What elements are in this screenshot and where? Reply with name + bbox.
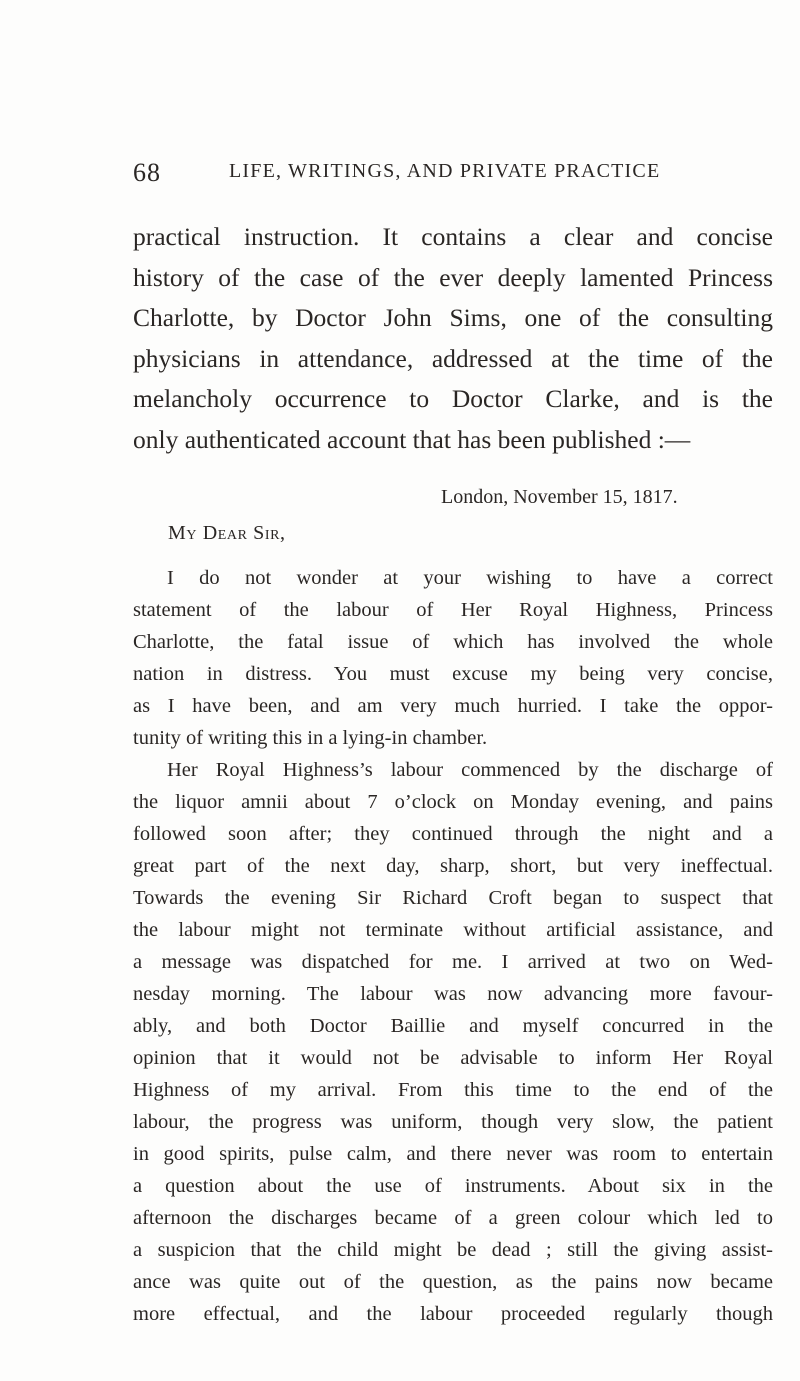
- letter-line: great part of the next day, sharp, short, but very ineffectual.: [133, 855, 773, 877]
- letter-line: followed soon after; they continued through the night and a: [133, 823, 773, 845]
- letter-line: nesday morning. The labour was now advancing more favour-: [133, 983, 773, 1005]
- letter-line: ably, and both Doctor Baillie and myself concurred in the: [133, 1015, 773, 1037]
- letter-line: a message was dispatched for me. I arrived at two on Wed-: [133, 951, 773, 973]
- letter-dateline: London, November 15, 1817.: [441, 486, 678, 508]
- letter-line: Charlotte, the fatal issue of which has involved the whole: [133, 631, 773, 653]
- running-title: LIFE, WRITINGS, AND PRIVATE PRACTICE: [229, 160, 661, 182]
- letter-line: Highness of my arrival. From this time to the end of the: [133, 1079, 773, 1101]
- letter-line: in good spirits, pulse calm, and there never was room to entertain: [133, 1143, 773, 1165]
- letter-line: a suspicion that the child might be dead ; still the giving assist-: [133, 1239, 773, 1261]
- letter-line: labour, the progress was uniform, though very slow, the patient: [133, 1111, 773, 1133]
- intro-line: melancholy occurrence to Doctor Clarke, and is the: [133, 384, 773, 413]
- letter-line: I do not wonder at your wishing to have a correct: [167, 567, 773, 589]
- letter-line: opinion that it would not be advisable to inform Her Royal: [133, 1047, 773, 1069]
- letter-line: ance was quite out of the question, as the pains now became: [133, 1271, 773, 1293]
- letter-line: statement of the labour of Her Royal Highness, Princess: [133, 599, 773, 621]
- letter-line: the labour might not terminate without artificial assistance, and: [133, 919, 773, 941]
- letter-salutation: My Dear Sir,: [168, 522, 286, 544]
- intro-line: history of the case of the ever deeply lamented Princess: [133, 262, 773, 292]
- intro-line: Charlotte, by Doctor John Sims, one of the consulting: [133, 303, 773, 332]
- letter-line: more effectual, and the labour proceeded regularly though: [133, 1303, 773, 1325]
- page-number: 68: [133, 158, 161, 187]
- letter-line: afternoon the discharges became of a green colour which led to: [133, 1207, 773, 1229]
- letter-line: a question about the use of instruments. About six in the: [133, 1175, 773, 1197]
- letter-line: tunity of writing this in a lying-in chamber.: [133, 727, 488, 749]
- intro-line: only authenticated account that has been published :—: [133, 424, 691, 454]
- letter-line: as I have been, and am very much hurried. I take the oppor-: [133, 695, 773, 717]
- letter-body: [133, 562, 773, 1330]
- letter-line: nation in distress. You must excuse my being very concise,: [133, 663, 773, 685]
- letter-line: Towards the evening Sir Richard Croft began to suspect that: [133, 887, 773, 909]
- letter-line: Her Royal Highness’s labour commenced by the discharge of: [167, 759, 773, 781]
- running-head: [133, 158, 733, 194]
- intro-line: practical instruction. It contains a clear and concise: [133, 222, 773, 251]
- intro-line: physicians in attendance, addressed at the time of the: [133, 343, 773, 373]
- intro-paragraph: [133, 217, 773, 460]
- letter-line: the liquor amnii about 7 o’clock on Monday evening, and pains: [133, 791, 773, 813]
